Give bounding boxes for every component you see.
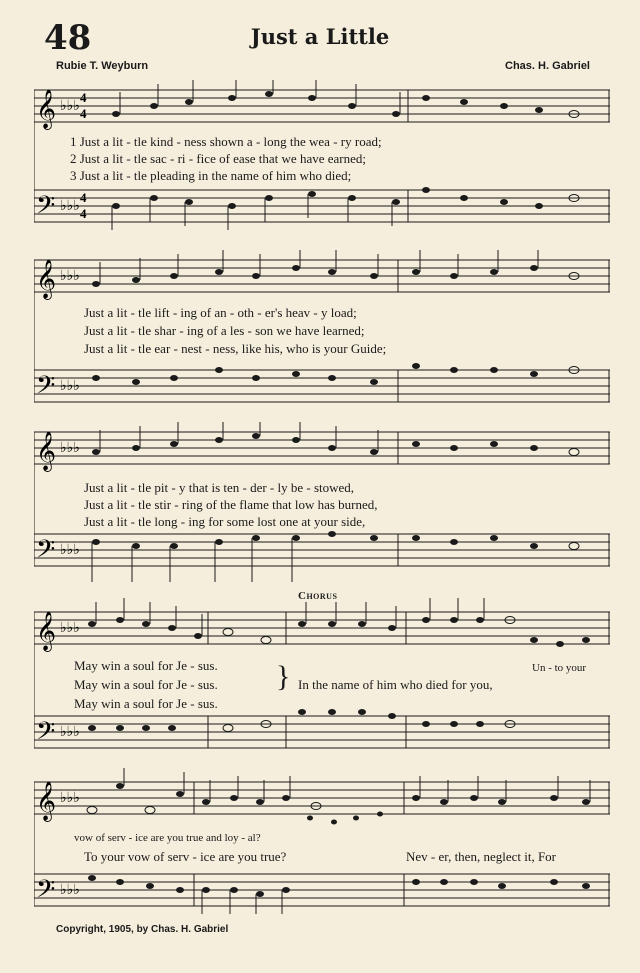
verse-brace: } [276,660,291,693]
chorus-end-verse-2: May win a soul for Je - sus. [74,677,218,692]
svg-text:♭♭♭: ♭♭♭ [60,379,80,394]
svg-text:♭♭♭: ♭♭♭ [60,441,80,456]
verse-2-line-1: 2 Just a lit - tle sac - ri - fice of ease that we have earned; [70,151,366,166]
svg-text:𝄢: 𝄢 [36,717,56,752]
chorus-unto: Un - to your [532,662,587,674]
svg-text:♭♭♭: ♭♭♭ [60,725,80,740]
composer-credit: Chas. H. Gabriel [505,60,590,72]
svg-text:𝄞: 𝄞 [36,259,57,299]
svg-text:𝄢: 𝄢 [36,535,56,570]
chorus-line-2: To your vow of serv - ice are you true? [84,849,287,864]
svg-text:4: 4 [80,190,87,205]
svg-text:♭♭♭: ♭♭♭ [60,543,80,558]
chorus-label: Chorus [298,590,338,602]
svg-text:♭♭♭: ♭♭♭ [60,99,80,114]
svg-text:4: 4 [80,106,87,121]
verse-3-line-2: Just a lit - tle ear - nest - ness, like his, who is your Guide; [84,341,387,356]
svg-text:𝄢: 𝄢 [36,875,56,910]
author-credit: Rubie T. Weyburn [56,60,149,72]
verse-1-line-1: 1 Just a lit - tle kind - ness shown a - long the wea - ry road; [70,134,382,149]
svg-text:4: 4 [80,206,87,221]
copyright-notice: Copyright, 1905, by Chas. H. Gabriel [56,924,229,935]
chorus-end-verse-3: May win a soul for Je - sus. [74,696,218,711]
verse-2-line-3: Just a lit - tle stir - ring of the flame that low has burned, [84,497,378,512]
verse-1-line-2: Just a lit - tle lift - ing of an - oth - er's heav - y load; [84,305,357,320]
svg-text:♭♭♭: ♭♭♭ [60,199,80,214]
svg-text:♭♭♭: ♭♭♭ [60,883,80,898]
chorus-end-verse-1: May win a soul for Je - sus. [74,658,218,673]
verse-3-line-1: 3 Just a lit - tle pleading in the name of him who died; [70,168,352,183]
verse-2-line-2: Just a lit - tle shar - ing of a les - son we have learned; [84,323,365,338]
svg-text:4: 4 [80,90,87,105]
verse-1-line-3: Just a lit - tle pit - y that is ten - der - ly be - stowed, [84,480,355,495]
svg-text:𝄢: 𝄢 [36,191,56,226]
svg-text:𝄢: 𝄢 [36,371,56,406]
chorus-line-3: Nev - er, then, neglect it, For [406,849,557,864]
chorus-line-1: In the name of him who died for you, [298,677,493,692]
hymn-number: 48 [44,18,92,58]
svg-text:♭♭♭: ♭♭♭ [60,621,80,636]
alto-chorus-line: vow of serv - ice are you true and loy - al? [74,832,261,844]
svg-text:♭♭♭: ♭♭♭ [60,269,80,284]
verse-3-line-3: Just a lit - tle long - ing for some lost one at your side, [84,514,366,529]
svg-text:𝄞: 𝄞 [36,431,57,471]
svg-text:𝄞: 𝄞 [36,781,57,821]
svg-text:♭♭♭: ♭♭♭ [60,791,80,806]
svg-text:𝄞: 𝄞 [36,611,57,651]
svg-text:𝄞: 𝄞 [36,89,57,129]
hymn-title: Just a Little [250,24,390,49]
